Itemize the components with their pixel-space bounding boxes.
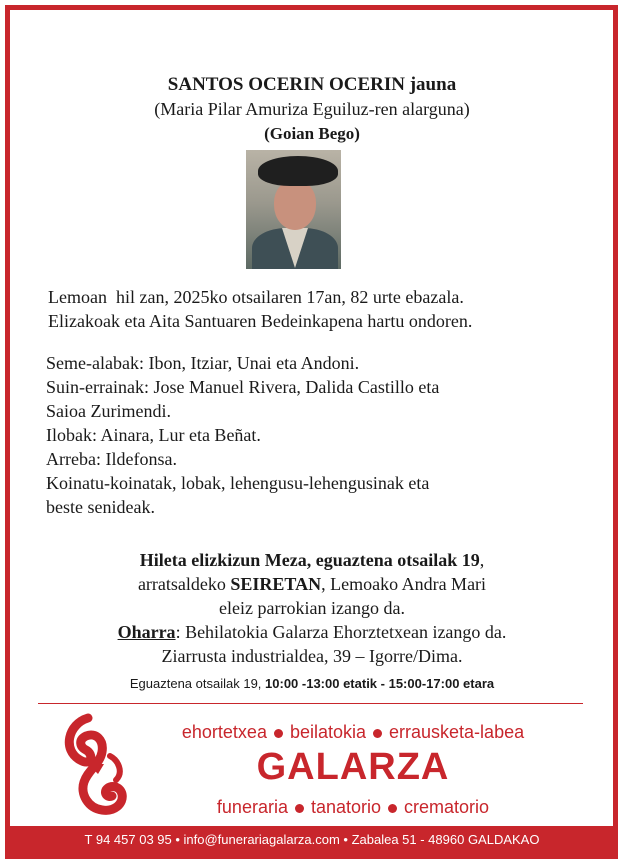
service-item: tanatorio: [310, 797, 382, 817]
bullet-icon: [373, 729, 382, 738]
galarza-logo-icon: [58, 710, 138, 818]
contact-footer: T 94 457 03 95 • info@funerariagalarza.com • Zabalea 51 - 48960 GALDAKAO: [10, 826, 614, 854]
family-line: Suin-errainak: Jose Manuel Rivera, Dalida Castillo eta: [46, 377, 440, 397]
ceremony-mass: Hileta elizkizun Meza, eguaztena otsailak 19: [139, 550, 480, 570]
visiting-hours: [0, 676, 624, 691]
announcement-line-2: Elizakoak eta Aita Santuaren Bedeinkapena hartu ondoren.: [48, 311, 473, 331]
family-line: Ilobak: Ainara, Lur eta Beñat.: [46, 425, 261, 445]
ceremony-line-1: [0, 548, 624, 572]
bullet-icon: [388, 804, 397, 813]
hours-prefix: Eguaztena otsailak 19,: [129, 676, 266, 691]
family-line: Seme-alabak: Ibon, Itziar, Unai eta Andoni.: [46, 353, 360, 373]
name-text: SANTOS OCERIN OCERIN: [167, 74, 405, 95]
bullet-icon: [295, 804, 304, 813]
brand-services-basque: [148, 722, 558, 743]
ceremony-punct: ,: [479, 550, 485, 570]
ceremony-info: [0, 548, 624, 668]
announcement-line-1: Lemoan hil zan, 2025ko otsailaren 17an, 82 urte ebazala.: [48, 287, 464, 307]
address-line: Ziarrusta industrialdea, 39 – Igorre/Dima.: [161, 646, 463, 666]
family-line: Arreba: Ildefonsa.: [46, 449, 177, 469]
note-label: Oharra: [117, 622, 176, 642]
ceremony-line-2: [0, 572, 624, 596]
bullet-icon: [274, 729, 283, 738]
note-text: : Behilatokia Galarza Ehorztetxean izango da.: [175, 622, 507, 642]
death-announcement: [48, 285, 588, 333]
service-item: beilatokia: [289, 722, 367, 742]
divider-line: [38, 703, 583, 704]
brand-name: GALARZA: [256, 746, 450, 788]
family-line: beste senideak.: [46, 497, 155, 517]
family-line: Saioa Zurimendi.: [46, 401, 171, 421]
ceremony-time-prefix: arratsaldeko: [137, 574, 231, 594]
nickname-line: (Goian Bego): [264, 124, 360, 143]
ceremony-line-3: eleiz parrokian izango da.: [219, 598, 405, 618]
service-item: errausketa-labea: [389, 722, 525, 742]
deceased-name: [0, 74, 624, 96]
note-line: [0, 620, 624, 644]
ceremony-time: SEIRETAN: [230, 574, 322, 594]
portrait-photo: [246, 150, 341, 269]
service-item: crematorio: [404, 797, 490, 817]
ceremony-place: , Lemoako Andra Mari: [321, 574, 487, 594]
family-list: [46, 351, 586, 519]
spouse-line: (Maria Pilar Amuriza Eguiluz-ren alarguna): [154, 99, 470, 119]
service-item: ehortetxea: [181, 722, 267, 742]
service-item: funeraria: [216, 797, 288, 817]
name-suffix: jauna: [409, 74, 457, 95]
hours-range: 10:00 -13:00 etatik - 15:00-17:00 etara: [265, 676, 495, 691]
brand-services-spanish: [148, 797, 558, 818]
family-line: Koinatu-koinatak, lobak, lehengusu-lehengusinak eta: [46, 473, 430, 493]
